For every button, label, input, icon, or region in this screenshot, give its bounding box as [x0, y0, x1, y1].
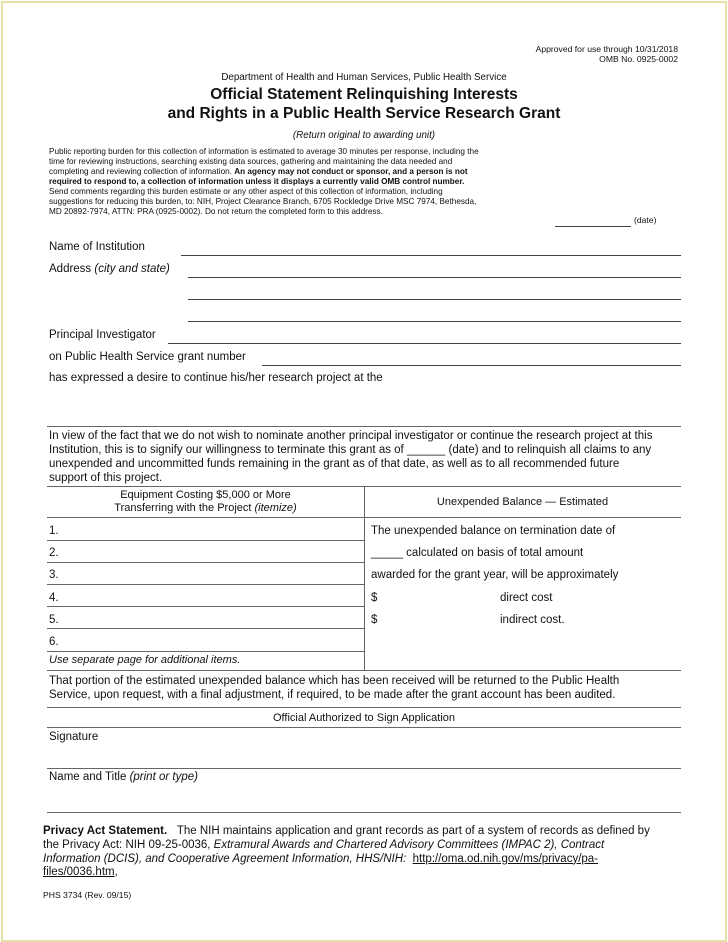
privacy-line: [43, 866, 688, 880]
date-field[interactable]: [555, 226, 631, 227]
item-line-2[interactable]: [47, 562, 364, 563]
omb-number: OMB No. 0925-0002: [599, 54, 678, 64]
item-line-4[interactable]: [47, 606, 364, 607]
burden-line: [49, 177, 559, 187]
privacy-text: The NIH maintains application and grant records as part of a system of records as defined by: [176, 825, 650, 837]
paragraph-line: support of this project.: [49, 472, 163, 484]
name-title-field-line[interactable]: [47, 812, 681, 813]
address-field-3[interactable]: [188, 321, 681, 322]
burden-text: completing and reviewing collection of information.: [49, 167, 235, 176]
termination-paragraph: [49, 429, 689, 485]
balance-text-line3: awarded for the grant year, will be approximately: [371, 569, 619, 581]
address-note: (city and state): [94, 263, 170, 275]
form-number: PHS 3734 (Rev. 09/15): [43, 890, 132, 900]
desire-label: has expressed a desire to continue his/her research project at the: [49, 372, 383, 384]
burden-bold-text: An agency may not conduct or sponsor, and a person is not: [234, 167, 468, 176]
address-field-1[interactable]: [188, 277, 681, 278]
privacy-line: [43, 825, 688, 839]
pi-label: Principal Investigator: [49, 329, 156, 341]
privacy-italic-text: Extramural Awards and Chartered Advisory Committees (IMPAC 2), Contract: [213, 838, 605, 851]
name-title-text: Name and Title: [49, 771, 127, 783]
burden-line: Send comments regarding this burden estimate or any other aspect of this collection of information, including: [49, 187, 443, 196]
address-label: [49, 263, 170, 275]
grant-number-label: on Public Health Service grant number: [49, 351, 246, 363]
privacy-line: [43, 853, 688, 867]
signature-label: Signature: [49, 731, 99, 743]
burden-line: suggestions for reducing this burden, to: NIH, Project Clearance Branch, 6705 Rockledge Drive MSC 7974, Bethesda,: [49, 197, 477, 206]
form-title-line1: Official Statement Relinquishing Interests: [210, 86, 518, 103]
paragraph-line: Service, upon request, with a final adjustment, if required, to be made after the grant account has been audited.: [49, 689, 616, 701]
item-number: 6.: [49, 636, 59, 648]
privacy-link[interactable]: http://oma.od.nih.gov/ms/privacy/pa-: [412, 852, 599, 865]
item-line-3[interactable]: [47, 584, 364, 585]
item-number: 3.: [49, 569, 59, 581]
official-header-border: [47, 727, 681, 728]
paragraph-line: In view of the fact that we do not wish to nominate another principal investigator or continue the research project at this: [49, 430, 653, 442]
official-top-border: [47, 707, 681, 708]
dollar-sign: $: [371, 592, 378, 604]
paragraph-line: That portion of the estimated unexpended balance which has been received will be returned to the Public Health: [49, 675, 620, 687]
department-line: Department of Health and Human Services, Public Health Service: [221, 72, 507, 83]
institution-field[interactable]: [181, 255, 681, 256]
privacy-text: ,: [114, 866, 118, 879]
form-title-line2: and Rights in a Public Health Service Research Grant: [167, 105, 561, 122]
equipment-header-text: Transferring with the Project: [114, 502, 252, 514]
omb-approved: Approved for use through 10/31/2018: [535, 44, 678, 54]
equipment-header: [47, 489, 364, 515]
item-number: 2.: [49, 547, 59, 559]
balance-text-line2: _____ calculated on basis of total amount: [371, 547, 584, 559]
paragraph-line: unexpended and uncommitted funds remaining in the grant as of that date, as well as to all recommended future: [49, 458, 620, 470]
equipment-header-line: Equipment Costing $5,000 or More: [120, 489, 291, 501]
separate-page-note: Use separate page for additional items.: [49, 654, 241, 666]
item-number: 1.: [49, 525, 59, 537]
table-divider: [364, 486, 365, 670]
portion-paragraph: [49, 674, 689, 702]
privacy-italic-text: Information (DCIS), and Cooperative Agreement Information, HHS/NIH:: [43, 852, 407, 865]
pi-field[interactable]: [168, 343, 681, 344]
signature-field-line[interactable]: [47, 768, 681, 769]
print-or-type-note: (print or type): [129, 771, 198, 783]
privacy-heading: Privacy Act Statement.: [43, 825, 168, 837]
privacy-link[interactable]: files/0036.htm: [43, 866, 115, 879]
table-header-border: [47, 517, 681, 518]
item-line-1[interactable]: [47, 540, 364, 541]
privacy-line: [43, 839, 688, 853]
balance-header: Unexpended Balance — Estimated: [436, 496, 609, 508]
equipment-header-line: [47, 502, 364, 515]
official-header: Official Authorized to Sign Application: [272, 712, 456, 724]
item-line-5[interactable]: [47, 628, 364, 629]
balance-text-line1: The unexpended balance on termination date of: [371, 525, 616, 537]
burden-statement: [49, 147, 559, 217]
item-number: 4.: [49, 592, 59, 604]
burden-line: time for reviewing instructions, searching existing data sources, gathering and maintaining the data needed and: [49, 157, 453, 166]
dollar-sign: $: [371, 614, 378, 626]
grant-number-field[interactable]: [262, 365, 681, 366]
desire-field-line[interactable]: [47, 426, 681, 427]
burden-bold-text: required to respond to, a collection of information unless it displays a currently valid OMB control number.: [49, 177, 465, 186]
address-label-text: Address: [49, 263, 92, 275]
name-title-label: [49, 771, 198, 783]
table-bottom-border: [47, 670, 681, 671]
omb-block: [536, 44, 678, 64]
privacy-text: the Privacy Act: NIH 09-25-0036,: [43, 838, 214, 851]
address-field-2[interactable]: [188, 299, 681, 300]
institution-label: Name of Institution: [49, 241, 145, 253]
return-note: (Return original to awarding unit): [292, 130, 436, 141]
paragraph-line: Institution, this is to signify our willingness to terminate this grant as of ______ (date) and to relinquish all claims to any: [49, 444, 652, 456]
burden-line: [49, 167, 559, 177]
direct-cost-label: direct cost: [500, 592, 553, 604]
indirect-cost-label: indirect cost.: [500, 614, 565, 626]
burden-line: Public reporting burden for this collection of information is estimated to average 30 minutes per response, including the: [49, 147, 479, 156]
item-line-6[interactable]: [47, 651, 364, 652]
burden-line: MD 20892-7974, ATTN: PRA (0925-0002). Do not return the completed form to this address.: [49, 207, 383, 216]
item-number: 5.: [49, 614, 59, 626]
privacy-act-statement: [43, 825, 688, 880]
itemize-note: (itemize): [254, 502, 297, 514]
date-label: (date): [634, 215, 657, 225]
